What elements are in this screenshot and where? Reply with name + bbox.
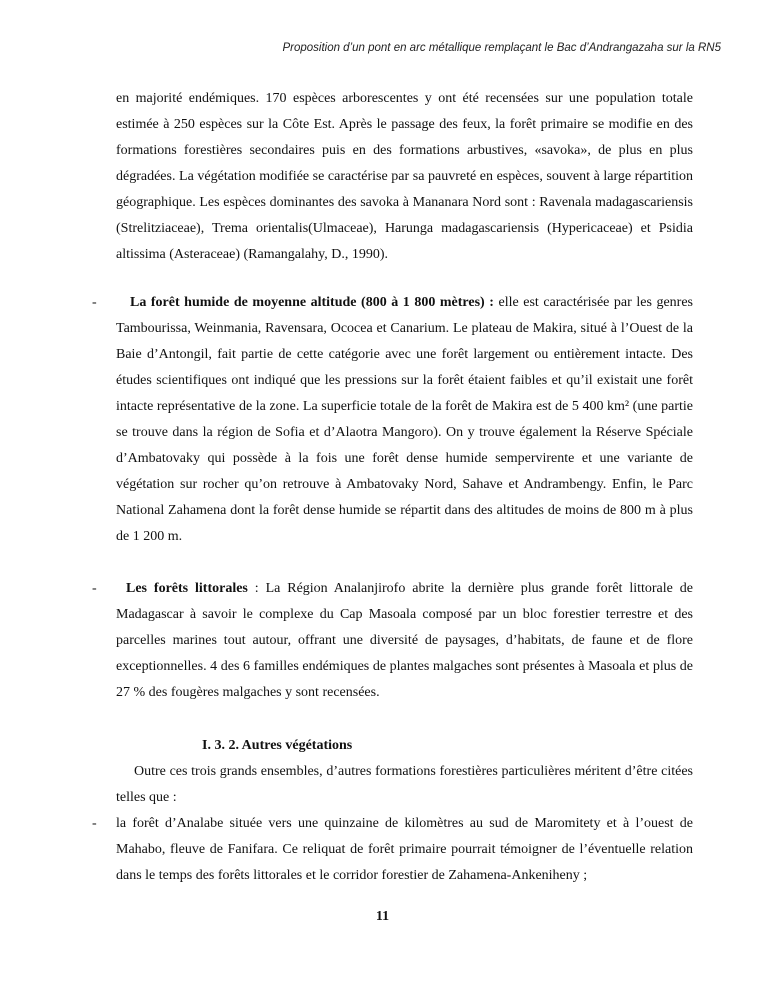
bullet-marker: -	[92, 816, 97, 831]
paragraph-forets-littorales	[116, 576, 693, 706]
section-heading: I. 3. 2. Autres végétations	[202, 738, 353, 753]
paragraph-section-intro	[116, 759, 693, 811]
text-forets-littorales: : La Région Analanjirofo abrite la dernière plus grande forêt littorale de Madagascar à savoir le complexe du Cap Masoala composé par un bloc forestier terrestre et des parcelles marines tout autour, offrant une diversité de paysages, d’habitats, de faune et de flore exceptionnelles. 4 des 6 familles endémiques de plantes malgaches sont présentes à Masoala et plus de 27 % des fougères malgaches y sont recensées.	[116, 581, 693, 700]
section-intro-text: Outre ces trois grands ensembles, d’autres formations forestières particulières méritent d’être citées telles que :	[116, 764, 693, 805]
paragraph-foret-moyenne-altitude	[116, 290, 693, 550]
bullet-marker: -	[92, 581, 97, 596]
paragraph-foret-analabe: la forêt d’Analabe située vers une quinzaine de kilomètres au sud de Maromitety et à l’ouest de Mahabo, fleuve de Fanifara. Ce reliquat de forêt primaire pourrait témoigner de l’éventuelle relation dans le temps des forêts littorales et le corridor forestier de Zahamena-Ankeniheny ;	[116, 816, 693, 883]
term-forets-littorales: Les forêts littorales	[126, 581, 248, 596]
running-header: Proposition d’un pont en arc métallique remplaçant le Bac d’Andrangazaha sur la RN5	[282, 42, 721, 54]
paragraph-savoka: en majorité endémiques. 170 espèces arborescentes y ont été recensées sur une population totale estimée à 250 espèces sur la Côte Est. Après le passage des feux, la forêt primaire se modifie en des formations forestières secondaires puis en des formations arbustives, «savoka», de plus en plus dégradées. La végétation modifiée se caractérise par sa pauvreté en espèces, souvent à large répartition géographique. Les espèces dominantes des savoka à Mananara Nord sont : Ravenala madagascariensis (Strelitziaceae), Trema orientalis(Ulmaceae), Harunga madagascariensis (Hypericaceae) et Psidia altissima (Asteraceae) (Ramangalahy, D., 1990).	[116, 91, 693, 262]
term-foret-moyenne-altitude: La forêt humide de moyenne altitude (800 à 1 800 mètres) :	[130, 295, 494, 310]
page-number: 11	[375, 909, 390, 924]
bullet-marker: -	[92, 295, 97, 310]
text-foret-moyenne-altitude: elle est caractérisée par les genres Tambourissa, Weinmania, Ravensara, Ococea et Canarium. Le plateau de Makira, situé à l’Ouest de la Baie d’Antongil, fait partie de cette catégorie avec une forêt largement ou entièrement intacte. Des études scientifiques ont indiqué que les pressions sur la forêt étaient faibles et qu’il existait une forêt intacte représentative de la zone. La superficie totale de la forêt de Makira est de 5 400 km² (une partie se trouve dans la région de Sofia et d’Alaotra Mangoro). On y trouve également la Réserve Spéciale d’Ambatovaky qui possède à la fois une forêt dense humide sempervirente et une variante de végétation sur rocher qu’on retrouve à Ambatovaky Nord, Sahave et Andrambengy. Enfin, le Parc National Zahamena dont la forêt dense humide se répartit dans des altitudes de moins de 800 m à plus de 1 200 m.	[116, 295, 693, 544]
